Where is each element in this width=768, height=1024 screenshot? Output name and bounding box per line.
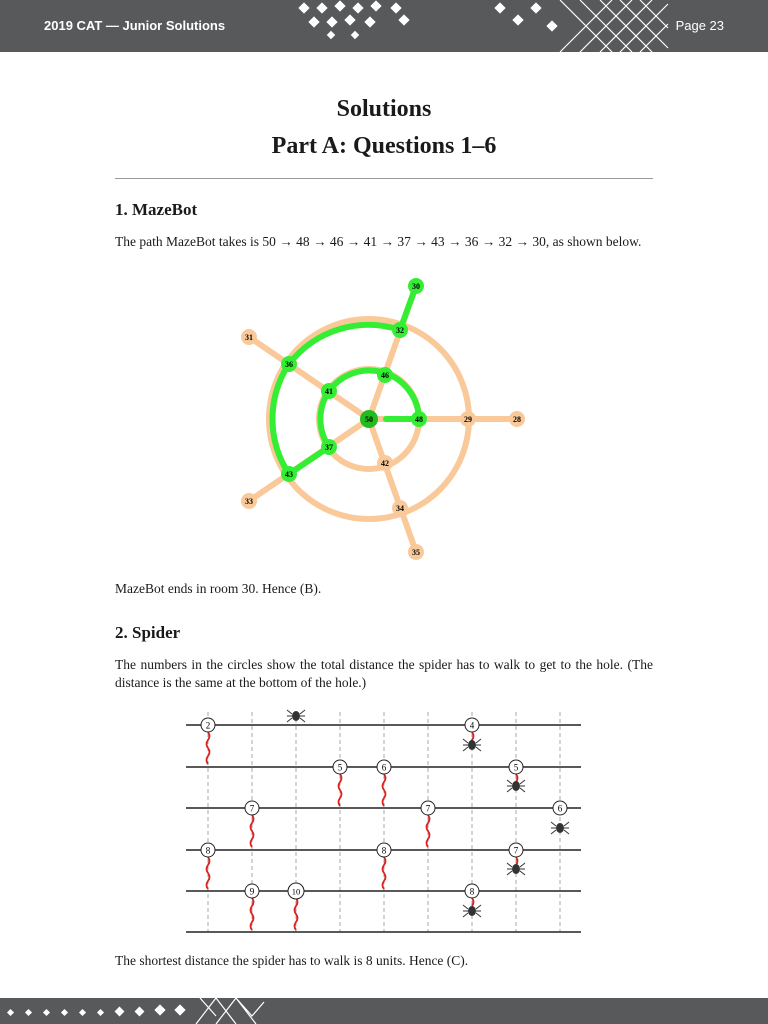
distance-label: 8 — [381, 845, 387, 856]
distance-label: 2 — [205, 720, 211, 731]
distance-label: 9 — [249, 886, 255, 897]
distance-label: 10 — [291, 886, 301, 897]
room-label-28: 28 — [513, 415, 521, 424]
room-label-46: 46 — [381, 371, 389, 380]
page-number: Page 23 — [675, 18, 724, 33]
q2-heading: 2. Spider — [115, 623, 181, 642]
room-label-32: 32 — [396, 326, 404, 335]
q1-intro: The path MazeBot takes is 50 → 48 → 46 → 41 → 37 → 43 → 36 → 32 → 30, as shown below. — [115, 234, 642, 249]
spider-icon — [463, 739, 481, 751]
room-label-43: 43 — [285, 470, 293, 479]
room-label-41: 41 — [325, 387, 333, 396]
distance-label: 7 — [425, 803, 431, 814]
distance-label: 7 — [513, 845, 519, 856]
room-label-31: 31 — [245, 333, 253, 342]
header-title: 2019 CAT — Junior Solutions — [44, 18, 226, 33]
q1-heading: 1. MazeBot — [115, 200, 198, 219]
room-label-29: 29 — [464, 415, 472, 424]
mazebot-diagram — [0, 270, 768, 570]
room-label-30: 30 — [412, 282, 420, 291]
spider-icon — [507, 780, 525, 792]
spider-icon — [287, 710, 305, 722]
distance-label: 7 — [249, 803, 255, 814]
room-label-35: 35 — [412, 548, 420, 557]
footer-decoration — [0, 994, 768, 1024]
page-subtitle: Part A: Questions 1–6 — [271, 133, 497, 159]
distance-label: 8 — [205, 845, 211, 856]
title-divider — [115, 178, 653, 179]
distance-label: 8 — [469, 886, 475, 897]
spider-icon — [507, 863, 525, 875]
distance-label: 5 — [337, 762, 343, 773]
room-label-34: 34 — [396, 504, 404, 513]
distance-label: 6 — [381, 762, 387, 773]
spider-icon — [551, 822, 569, 834]
spider-diagram — [0, 700, 768, 940]
header-decoration — [0, 0, 768, 52]
room-label-36: 36 — [285, 360, 293, 369]
distance-label: 5 — [513, 762, 519, 773]
distance-label: 4 — [469, 720, 475, 731]
page-title: Solutions — [336, 96, 432, 122]
distance-label: 6 — [557, 803, 563, 814]
q2-conclusion: The shortest distance the spider has to walk is 8 units. Hence (C). — [115, 953, 469, 968]
q1-conclusion: MazeBot ends in room 30. Hence (B). — [115, 581, 322, 596]
room-label-33: 33 — [245, 497, 253, 506]
q2-intro: The numbers in the circles show the total distance the spider has to walk to get to the hole. (The distance is the same at the bottom of the hole.) — [115, 657, 653, 690]
room-label-37: 37 — [325, 443, 333, 452]
room-label-48: 48 — [415, 415, 423, 424]
room-label-50: 50 — [365, 415, 373, 424]
spider-icon — [463, 905, 481, 917]
room-label-42: 42 — [381, 459, 389, 468]
